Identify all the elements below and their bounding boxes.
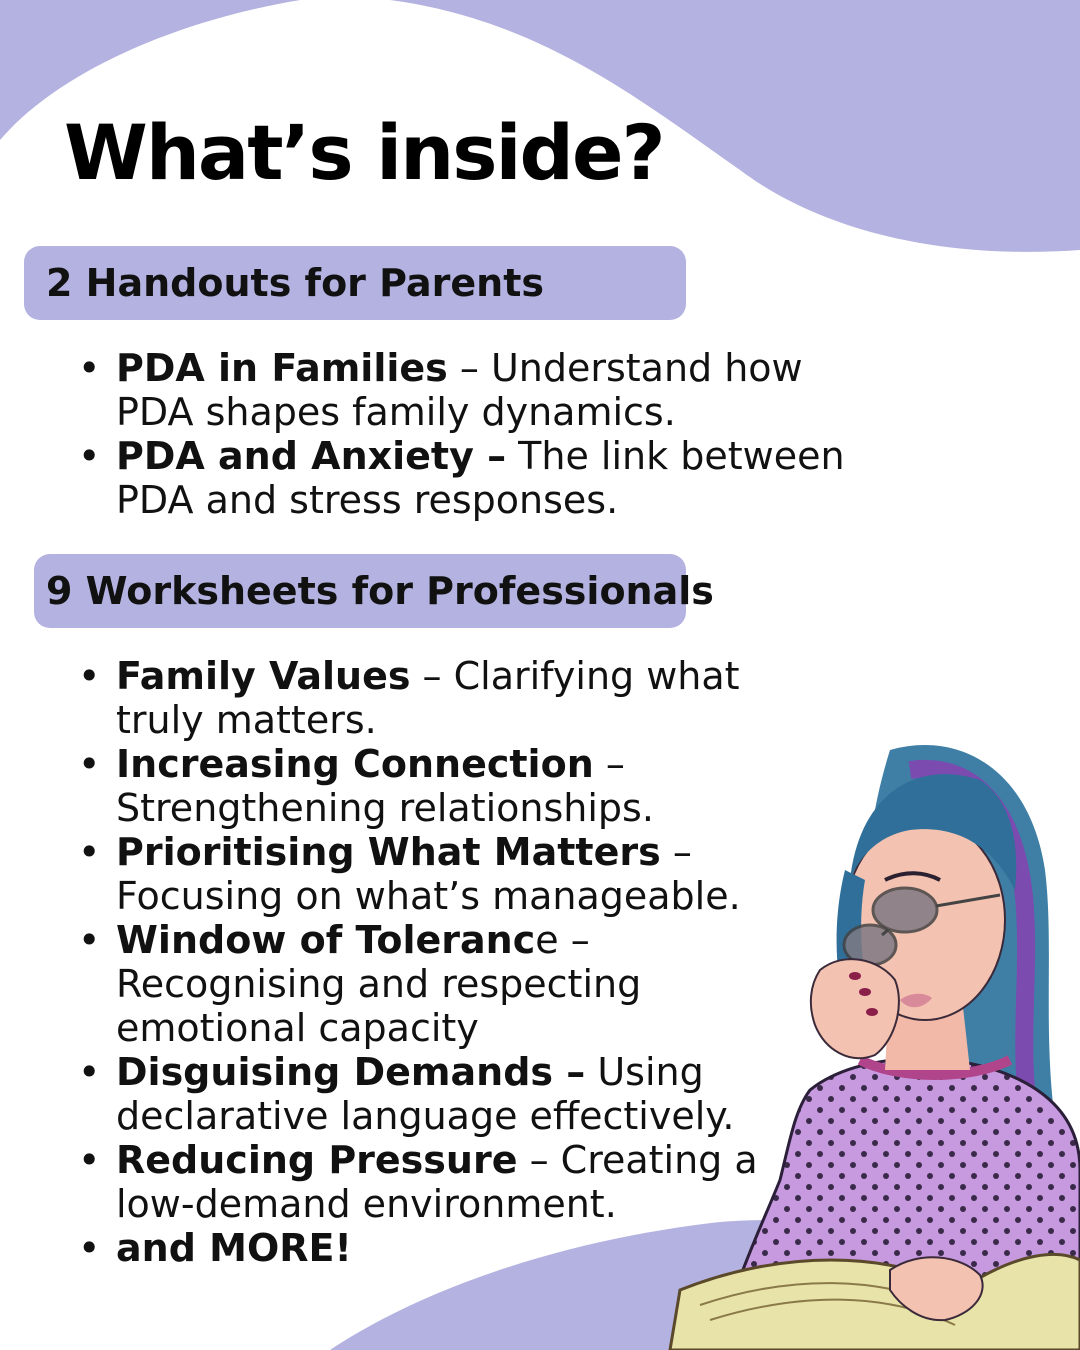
section-heading-handouts — [24, 246, 686, 320]
item-title: Reducing Pressure — [116, 1138, 518, 1182]
item-description: – Focusing on what’s manageable. — [116, 830, 741, 918]
item-title: PDA in Families — [116, 346, 448, 390]
bullet: • — [78, 742, 101, 786]
item-title: Window of Toleranc — [116, 918, 536, 962]
item-description: Using declarative language effectively. — [116, 1050, 735, 1138]
item-description: – Creating a low-demand environment. — [116, 1138, 758, 1226]
bullet: • — [78, 1138, 101, 1182]
bullet: • — [78, 1226, 101, 1270]
bullet: • — [78, 346, 101, 390]
bullet: • — [78, 434, 101, 478]
section-heading-worksheets — [34, 554, 714, 628]
item-description: – Clarifying what truly matters. — [116, 654, 740, 742]
item-description: e – Recognising and respecting emotional capacity — [116, 918, 642, 1050]
list-item — [78, 346, 856, 434]
bullet: • — [78, 830, 101, 874]
bullet: • — [78, 654, 101, 698]
item-description: – Understand how PDA shapes family dynamics. — [116, 346, 803, 434]
handouts-list — [78, 346, 856, 522]
list-item — [78, 434, 856, 522]
list-item — [78, 654, 796, 742]
page-title: What’s inside? — [64, 108, 664, 197]
item-title: Prioritising What Matters — [116, 830, 661, 874]
item-title: and MORE! — [116, 1226, 352, 1270]
bullet: • — [78, 1050, 101, 1094]
section-heading-label: 9 Worksheets for Professionals — [46, 569, 714, 613]
item-title: Increasing Connection — [116, 742, 594, 786]
bullet: • — [78, 918, 101, 962]
item-title: Family Values — [116, 654, 411, 698]
item-description: – Strengthening relationships. — [116, 742, 654, 830]
woman-reading-illustration — [660, 730, 1080, 1350]
item-title: Disguising Demands – — [116, 1050, 586, 1094]
section-heading-label: 2 Handouts for Parents — [46, 261, 544, 305]
item-description: The link between PDA and stress responses. — [116, 434, 845, 522]
item-title: PDA and Anxiety – — [116, 434, 507, 478]
